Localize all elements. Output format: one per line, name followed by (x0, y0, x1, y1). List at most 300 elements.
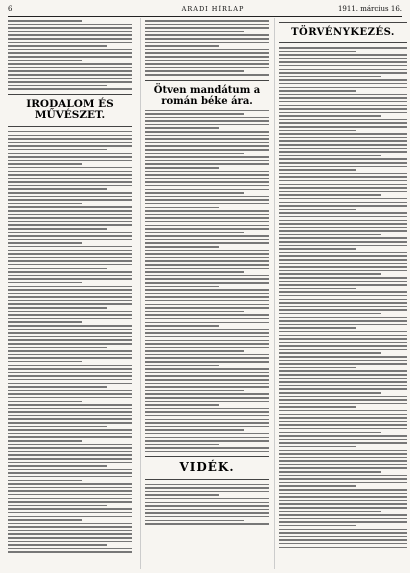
text-line (279, 51, 356, 53)
text-line (279, 485, 356, 487)
text-line (145, 379, 269, 381)
text-line (8, 454, 132, 456)
text-line (8, 537, 132, 539)
column-2 (140, 18, 269, 569)
text-line (8, 253, 132, 255)
text-line (279, 69, 407, 71)
text-line (8, 27, 132, 29)
text-line (145, 523, 269, 525)
text-line (8, 361, 82, 363)
text-line (145, 487, 269, 489)
text-line (8, 523, 132, 525)
text-line (8, 393, 132, 395)
text-line (8, 339, 132, 341)
text-line (279, 299, 407, 301)
text-line (145, 300, 269, 302)
text-line (8, 551, 132, 553)
text-line (145, 113, 244, 115)
text-line (279, 507, 407, 509)
text-line (145, 393, 269, 395)
text-line (145, 217, 269, 219)
text-line (279, 266, 407, 268)
text-line (279, 194, 381, 196)
text-line (8, 350, 132, 352)
text-line (145, 498, 269, 500)
text-line (145, 383, 269, 385)
text-line (8, 185, 132, 187)
text-line (145, 293, 269, 295)
text-line (8, 415, 132, 417)
text-line (8, 199, 132, 201)
text-line (8, 178, 132, 180)
text-line (8, 372, 132, 374)
text-line (279, 259, 407, 261)
text-line (279, 252, 407, 254)
text-block (8, 20, 132, 90)
text-line (8, 494, 132, 496)
text-line (8, 224, 132, 226)
text-line (145, 135, 269, 137)
text-line (8, 174, 132, 176)
text-line (279, 547, 407, 549)
text-line (279, 489, 407, 491)
text-line (279, 432, 381, 434)
text-line (8, 286, 132, 288)
text-line (8, 433, 132, 435)
text-line (8, 487, 132, 489)
text-line (8, 81, 132, 83)
text-line (279, 273, 381, 275)
text-line (145, 422, 269, 424)
text-line (8, 181, 132, 183)
text-line (279, 176, 407, 178)
text-line (145, 70, 244, 72)
text-line (8, 386, 107, 388)
text-line (8, 20, 82, 22)
text-line (279, 255, 407, 257)
text-line (145, 397, 269, 399)
text-line (145, 411, 269, 413)
text-line (145, 322, 269, 324)
text-block (279, 47, 407, 548)
text-line (8, 171, 132, 173)
text-line (279, 417, 407, 419)
text-line (8, 264, 132, 266)
text-line (279, 220, 407, 222)
text-line (145, 24, 269, 26)
text-line (145, 372, 269, 374)
text-line (145, 49, 269, 51)
text-line (8, 408, 132, 410)
text-line (145, 185, 269, 187)
text-line (279, 209, 356, 211)
section-heading-torvenykezes: TÖRVÉNYKEZÉS. (291, 27, 395, 38)
text-line (145, 242, 269, 244)
text-line (8, 260, 132, 262)
text-line (8, 336, 132, 338)
paper-title: ARADI HÍRLAP (181, 5, 245, 13)
text-line (8, 34, 132, 36)
text-line (8, 505, 107, 507)
text-line (279, 471, 381, 473)
text-line (145, 516, 269, 518)
text-line (8, 365, 132, 367)
text-line (145, 192, 244, 194)
text-line (279, 216, 407, 218)
text-line (279, 237, 407, 239)
text-line (279, 378, 407, 380)
text-line (8, 268, 107, 270)
text-line (8, 156, 132, 158)
text-line (279, 263, 407, 265)
text-line (145, 494, 219, 496)
text-line (145, 419, 269, 421)
text-line (279, 169, 356, 171)
text-line (145, 250, 269, 252)
text-line (279, 460, 407, 462)
text-line (8, 206, 132, 208)
text-line (279, 327, 356, 329)
text-line (8, 418, 132, 420)
text-line (145, 386, 269, 388)
text-line (145, 257, 269, 259)
text-line (145, 286, 219, 288)
text-line (279, 155, 381, 157)
column-1 (8, 18, 132, 569)
text-line (8, 300, 132, 302)
text-line (279, 288, 356, 290)
text-line (8, 307, 107, 309)
text-line (145, 124, 269, 126)
text-line (145, 408, 269, 410)
text-line (145, 228, 269, 230)
text-line (8, 329, 132, 331)
divider (8, 94, 132, 95)
text-line (279, 137, 407, 139)
text-line (279, 115, 381, 117)
text-line (8, 24, 132, 26)
text-line (279, 514, 407, 516)
text-line (8, 526, 132, 528)
text-line (279, 324, 407, 326)
text-line (8, 404, 132, 406)
text-line (145, 203, 269, 205)
text-line (8, 462, 132, 464)
text-line (145, 426, 269, 428)
text-line (8, 278, 132, 280)
text-line (279, 352, 381, 354)
text-line (145, 447, 269, 449)
text-line (279, 331, 407, 333)
text-line (8, 275, 132, 277)
text-line (279, 392, 381, 394)
text-line (279, 162, 407, 164)
text-line (279, 424, 407, 426)
text-line (8, 458, 132, 460)
text-line (8, 78, 132, 80)
text-line (145, 210, 269, 212)
text-line (279, 47, 407, 49)
text-line (8, 60, 82, 62)
text-line (279, 119, 407, 121)
text-line (279, 140, 407, 142)
text-line (279, 525, 356, 527)
text-line (145, 246, 219, 248)
text-line (279, 281, 407, 283)
divider (8, 126, 132, 127)
text-line (145, 63, 269, 65)
text-line (279, 496, 407, 498)
headline-otven-mandatum: Ötven mandátum a román béke ára. (153, 84, 261, 107)
text-line (279, 158, 407, 160)
text-line (145, 329, 269, 331)
text-line (145, 415, 269, 417)
text-line (145, 318, 269, 320)
text-line (279, 72, 407, 74)
text-line (8, 440, 82, 442)
text-line (145, 340, 269, 342)
text-line (279, 191, 407, 193)
text-line (8, 397, 132, 399)
text-line (279, 227, 407, 229)
divider (279, 42, 407, 43)
text-line (279, 356, 407, 358)
divider (279, 22, 407, 23)
text-line (279, 399, 407, 401)
text-line (145, 20, 269, 22)
text-line (279, 457, 407, 459)
text-line (8, 318, 132, 320)
text-line (279, 198, 407, 200)
text-line (279, 349, 407, 351)
text-line (8, 311, 132, 313)
divider (145, 456, 269, 457)
text-line (145, 67, 269, 69)
text-line (145, 296, 269, 298)
text-line (8, 512, 132, 514)
text-line (8, 325, 132, 327)
text-line (8, 383, 132, 385)
text-line (145, 440, 269, 442)
text-line (8, 257, 132, 259)
divider (145, 80, 269, 81)
text-line (8, 426, 107, 428)
text-line (8, 145, 132, 147)
text-line (145, 110, 269, 112)
text-line (145, 52, 269, 54)
text-line (279, 79, 407, 81)
text-line (145, 178, 269, 180)
text-line (145, 181, 269, 183)
text-line (145, 437, 269, 439)
text-line (279, 126, 407, 128)
text-line (279, 503, 407, 505)
text-line (279, 338, 407, 340)
text-line (145, 27, 269, 29)
text-line (8, 45, 107, 47)
text-line (8, 88, 132, 90)
text-line (8, 63, 132, 65)
text-line (279, 302, 407, 304)
text-line (145, 404, 219, 406)
text-line (145, 354, 269, 356)
text-line (8, 131, 132, 133)
text-line (8, 548, 132, 550)
text-line (145, 214, 269, 216)
text-line (279, 385, 407, 387)
text-line (8, 271, 132, 273)
text-line (279, 539, 407, 541)
text-line (145, 160, 269, 162)
text-line (145, 350, 244, 352)
text-line (279, 151, 407, 153)
text-line (279, 101, 407, 103)
text-block (8, 131, 132, 553)
text-line (8, 138, 132, 140)
text-line (145, 491, 269, 493)
text-line (279, 381, 407, 383)
text-line (279, 313, 381, 315)
text-line (145, 120, 269, 122)
text-line (8, 203, 82, 205)
text-line (8, 289, 132, 291)
text-line (8, 519, 82, 521)
text-line (279, 543, 407, 545)
section-heading-irodalom: IRODALOM ÉS MŰVÉSZET. (26, 97, 114, 122)
text-line (279, 212, 407, 214)
text-line (145, 512, 269, 514)
text-line (8, 379, 132, 381)
text-line (8, 210, 132, 212)
text-line (279, 374, 407, 376)
text-line (279, 54, 407, 56)
text-line (145, 167, 219, 169)
text-line (145, 127, 219, 129)
text-line (145, 282, 269, 284)
text-line (8, 533, 132, 535)
text-line (8, 163, 82, 165)
text-line (145, 60, 269, 62)
text-line (8, 235, 132, 237)
text-line (8, 192, 132, 194)
text-line (8, 214, 132, 216)
text-line (279, 309, 407, 311)
text-line (145, 365, 219, 367)
text-line (8, 508, 132, 510)
text-line (279, 345, 407, 347)
text-line (279, 511, 381, 513)
text-line (8, 246, 132, 248)
text-line (8, 530, 132, 532)
text-line (145, 253, 269, 255)
text-line (8, 480, 82, 482)
text-line (279, 144, 407, 146)
text-line (279, 442, 407, 444)
text-line (145, 260, 269, 262)
text-line (8, 411, 132, 413)
text-line (279, 184, 407, 186)
text-line (279, 76, 381, 78)
text-line (279, 493, 407, 495)
text-line (279, 478, 407, 480)
text-line (279, 180, 407, 182)
text-line (8, 188, 107, 190)
text-line (279, 122, 407, 124)
text-line (145, 502, 269, 504)
text-line (8, 296, 132, 298)
text-line (145, 314, 269, 316)
text-line (279, 241, 407, 243)
text-line (145, 311, 244, 313)
text-line (8, 354, 132, 356)
text-line (145, 444, 219, 446)
text-line (8, 465, 107, 467)
text-line (8, 242, 82, 244)
text-line (279, 342, 407, 344)
text-line (8, 250, 132, 252)
text-line (145, 268, 269, 270)
text-line (8, 490, 132, 492)
text-line (8, 149, 107, 151)
text-line (279, 173, 407, 175)
text-line (145, 361, 269, 363)
divider (145, 479, 269, 480)
text-line (279, 148, 407, 150)
text-line (279, 421, 407, 423)
text-line (145, 336, 269, 338)
text-line (145, 307, 269, 309)
text-line (145, 357, 269, 359)
text-line (279, 475, 407, 477)
text-line (145, 451, 269, 453)
text-line (279, 367, 356, 369)
text-line (8, 49, 132, 51)
text-line (8, 541, 132, 543)
text-line (279, 133, 407, 135)
text-line (8, 451, 132, 453)
text-line (279, 414, 407, 416)
text-line (145, 232, 244, 234)
text-line (145, 56, 269, 58)
text-line (145, 145, 269, 147)
text-line (145, 278, 269, 280)
text-line (145, 271, 244, 273)
text-line (145, 189, 269, 191)
text-line (145, 343, 269, 345)
text-line (279, 335, 407, 337)
text-line (8, 469, 132, 471)
text-line (279, 166, 407, 168)
text-line (145, 38, 269, 40)
text-line (8, 429, 132, 431)
text-line (8, 31, 132, 33)
text-line (8, 282, 82, 284)
text-line (145, 325, 219, 327)
text-line (8, 321, 82, 323)
text-line (145, 163, 269, 165)
text-line (8, 303, 132, 305)
text-line (145, 433, 269, 435)
text-line (279, 223, 407, 225)
text-line (279, 112, 407, 114)
text-line (8, 221, 132, 223)
text-line (8, 42, 132, 44)
text-line (8, 444, 132, 446)
text-line (279, 363, 407, 365)
text-line (279, 439, 407, 441)
text-line (8, 390, 132, 392)
text-line (279, 464, 407, 466)
